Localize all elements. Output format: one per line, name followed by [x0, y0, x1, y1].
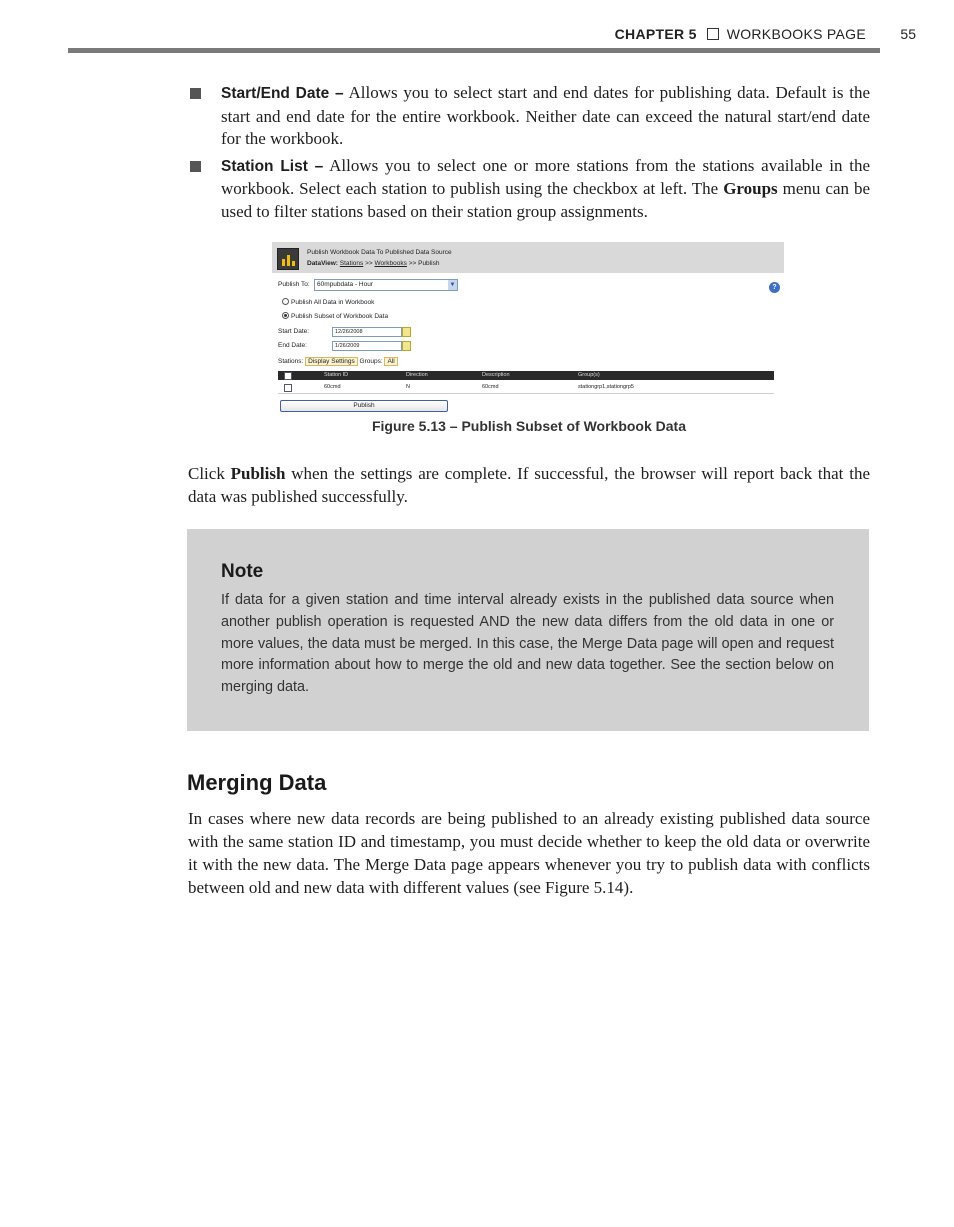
figure-title: Publish Workbook Data To Published Data Source [307, 249, 452, 256]
note-body: If data for a given station and time interval already exists in the published data source when another publish operation is requested AND the new data differs from the old data in one or more values, the data must be merged. In this case, the Merge Data page will open and request more information about how to merge the old and new data together. See the section below on merging data. [221, 592, 834, 696]
checkbox-separator-icon [707, 28, 719, 40]
publish-paragraph [188, 462, 870, 508]
calendar-icon[interactable] [402, 341, 411, 351]
bullet-text: Allows you to select one or more stations from the stations available in the workbook. Select each station to publish using the checkbox at left. The [221, 155, 870, 198]
select-all-checkbox[interactable] [284, 372, 292, 380]
square-bullet-icon [190, 88, 201, 99]
cell-station-id: 60cmd [324, 384, 341, 390]
publish-button[interactable]: Publish [280, 400, 448, 412]
breadcrumb-current: Publish [418, 260, 440, 267]
end-date-input[interactable]: 1/26/2009 [332, 341, 402, 351]
figure-title-bar [272, 242, 784, 273]
bullet-term: Start/End Date – [221, 85, 344, 102]
start-date-label: Start Date: [278, 328, 310, 335]
running-header [68, 24, 920, 48]
cell-groups: stationgrp1,stationgrp5 [578, 384, 634, 390]
note-box [187, 529, 869, 731]
col-description[interactable]: Description [482, 372, 510, 378]
stations-label: Stations: [278, 358, 304, 365]
stations-filter-row [278, 357, 398, 366]
chevron-down-icon[interactable]: ▼ [449, 282, 456, 288]
groups-select[interactable]: All [384, 357, 397, 366]
section-heading: Merging Data [187, 770, 327, 795]
radio-icon[interactable] [282, 298, 289, 305]
station-table-header [278, 371, 774, 380]
chapter-number: CHAPTER 5 [614, 26, 697, 42]
col-direction[interactable]: Direction [406, 372, 428, 378]
note-title: Note [221, 561, 264, 582]
section-label: WORKBOOKS PAGE [726, 26, 866, 42]
radio-subset-label: Publish Subset of Workbook Data [291, 313, 389, 320]
para-text-after: when the settings are complete. If successful, the browser will report back that the data was published successfully. [188, 464, 870, 506]
para-bold: Publish [230, 464, 286, 483]
cell-description: 60cmd [482, 384, 499, 390]
help-icon[interactable]: ? [769, 282, 780, 293]
bar-chart-icon [277, 248, 299, 270]
breadcrumb-stations-link[interactable]: Stations [339, 260, 364, 267]
breadcrumb [307, 260, 439, 267]
square-bullet-icon [190, 161, 201, 172]
radio-all-label: Publish All Data in Workbook [291, 299, 375, 306]
col-station-id[interactable]: Station ID [324, 372, 349, 378]
bullet-list [188, 82, 870, 227]
row-checkbox[interactable] [284, 384, 292, 392]
publish-to-select[interactable] [314, 279, 458, 291]
calendar-icon[interactable] [402, 327, 411, 337]
bullet-station-list [188, 155, 870, 224]
bullet-start-end-date [188, 82, 870, 151]
bullet-bold: Groups [723, 179, 778, 198]
end-date-label: End Date: [278, 342, 307, 349]
figure-caption: Figure 5.13 – Publish Subset of Workbook Data [371, 418, 687, 434]
publish-to-label: Publish To: [278, 281, 310, 288]
groups-label: Groups: [359, 358, 383, 365]
radio-selected-icon[interactable] [282, 312, 289, 319]
breadcrumb-separator: >> [365, 260, 373, 267]
chapter-label [615, 26, 866, 42]
page-number: 55 [900, 26, 916, 42]
bullet-term: Station List – [221, 157, 324, 175]
dataview-label: DataView: [307, 260, 338, 267]
section-body: In cases where new data records are being published to an already existing published data source with the same station ID and timestamp, you must decide whether to keep the old data or overwrite it with the new data. The Merge Data page appears whenever you try to publish data with conflicts between old and new data with different values (see Figure 5.14). [188, 809, 870, 897]
figure-screenshot [272, 242, 784, 414]
bullet-text: Allows you to select start and end dates for publishing data. Default is the start and end date for the entire workbook. Neither date can exceed the natural start/end date for the workbook. [221, 83, 870, 148]
bullet-text-after: menu can be used to filter stations based on their station group assignments. [221, 179, 871, 221]
breadcrumb-workbooks-link[interactable]: Workbooks [374, 260, 407, 267]
table-row [278, 381, 774, 394]
cell-direction: N [406, 384, 410, 390]
para-text: Click [188, 464, 231, 483]
col-groups[interactable]: Group(s) [578, 372, 600, 378]
header-rule [68, 48, 880, 53]
display-settings-link[interactable]: Display Settings [305, 357, 358, 366]
breadcrumb-separator: >> [408, 260, 417, 267]
radio-publish-all[interactable] [282, 298, 374, 306]
radio-publish-subset[interactable] [282, 312, 388, 320]
start-date-input[interactable]: 12/26/2008 [332, 327, 402, 337]
publish-to-value: 60mpubdata - Hour [317, 281, 374, 288]
